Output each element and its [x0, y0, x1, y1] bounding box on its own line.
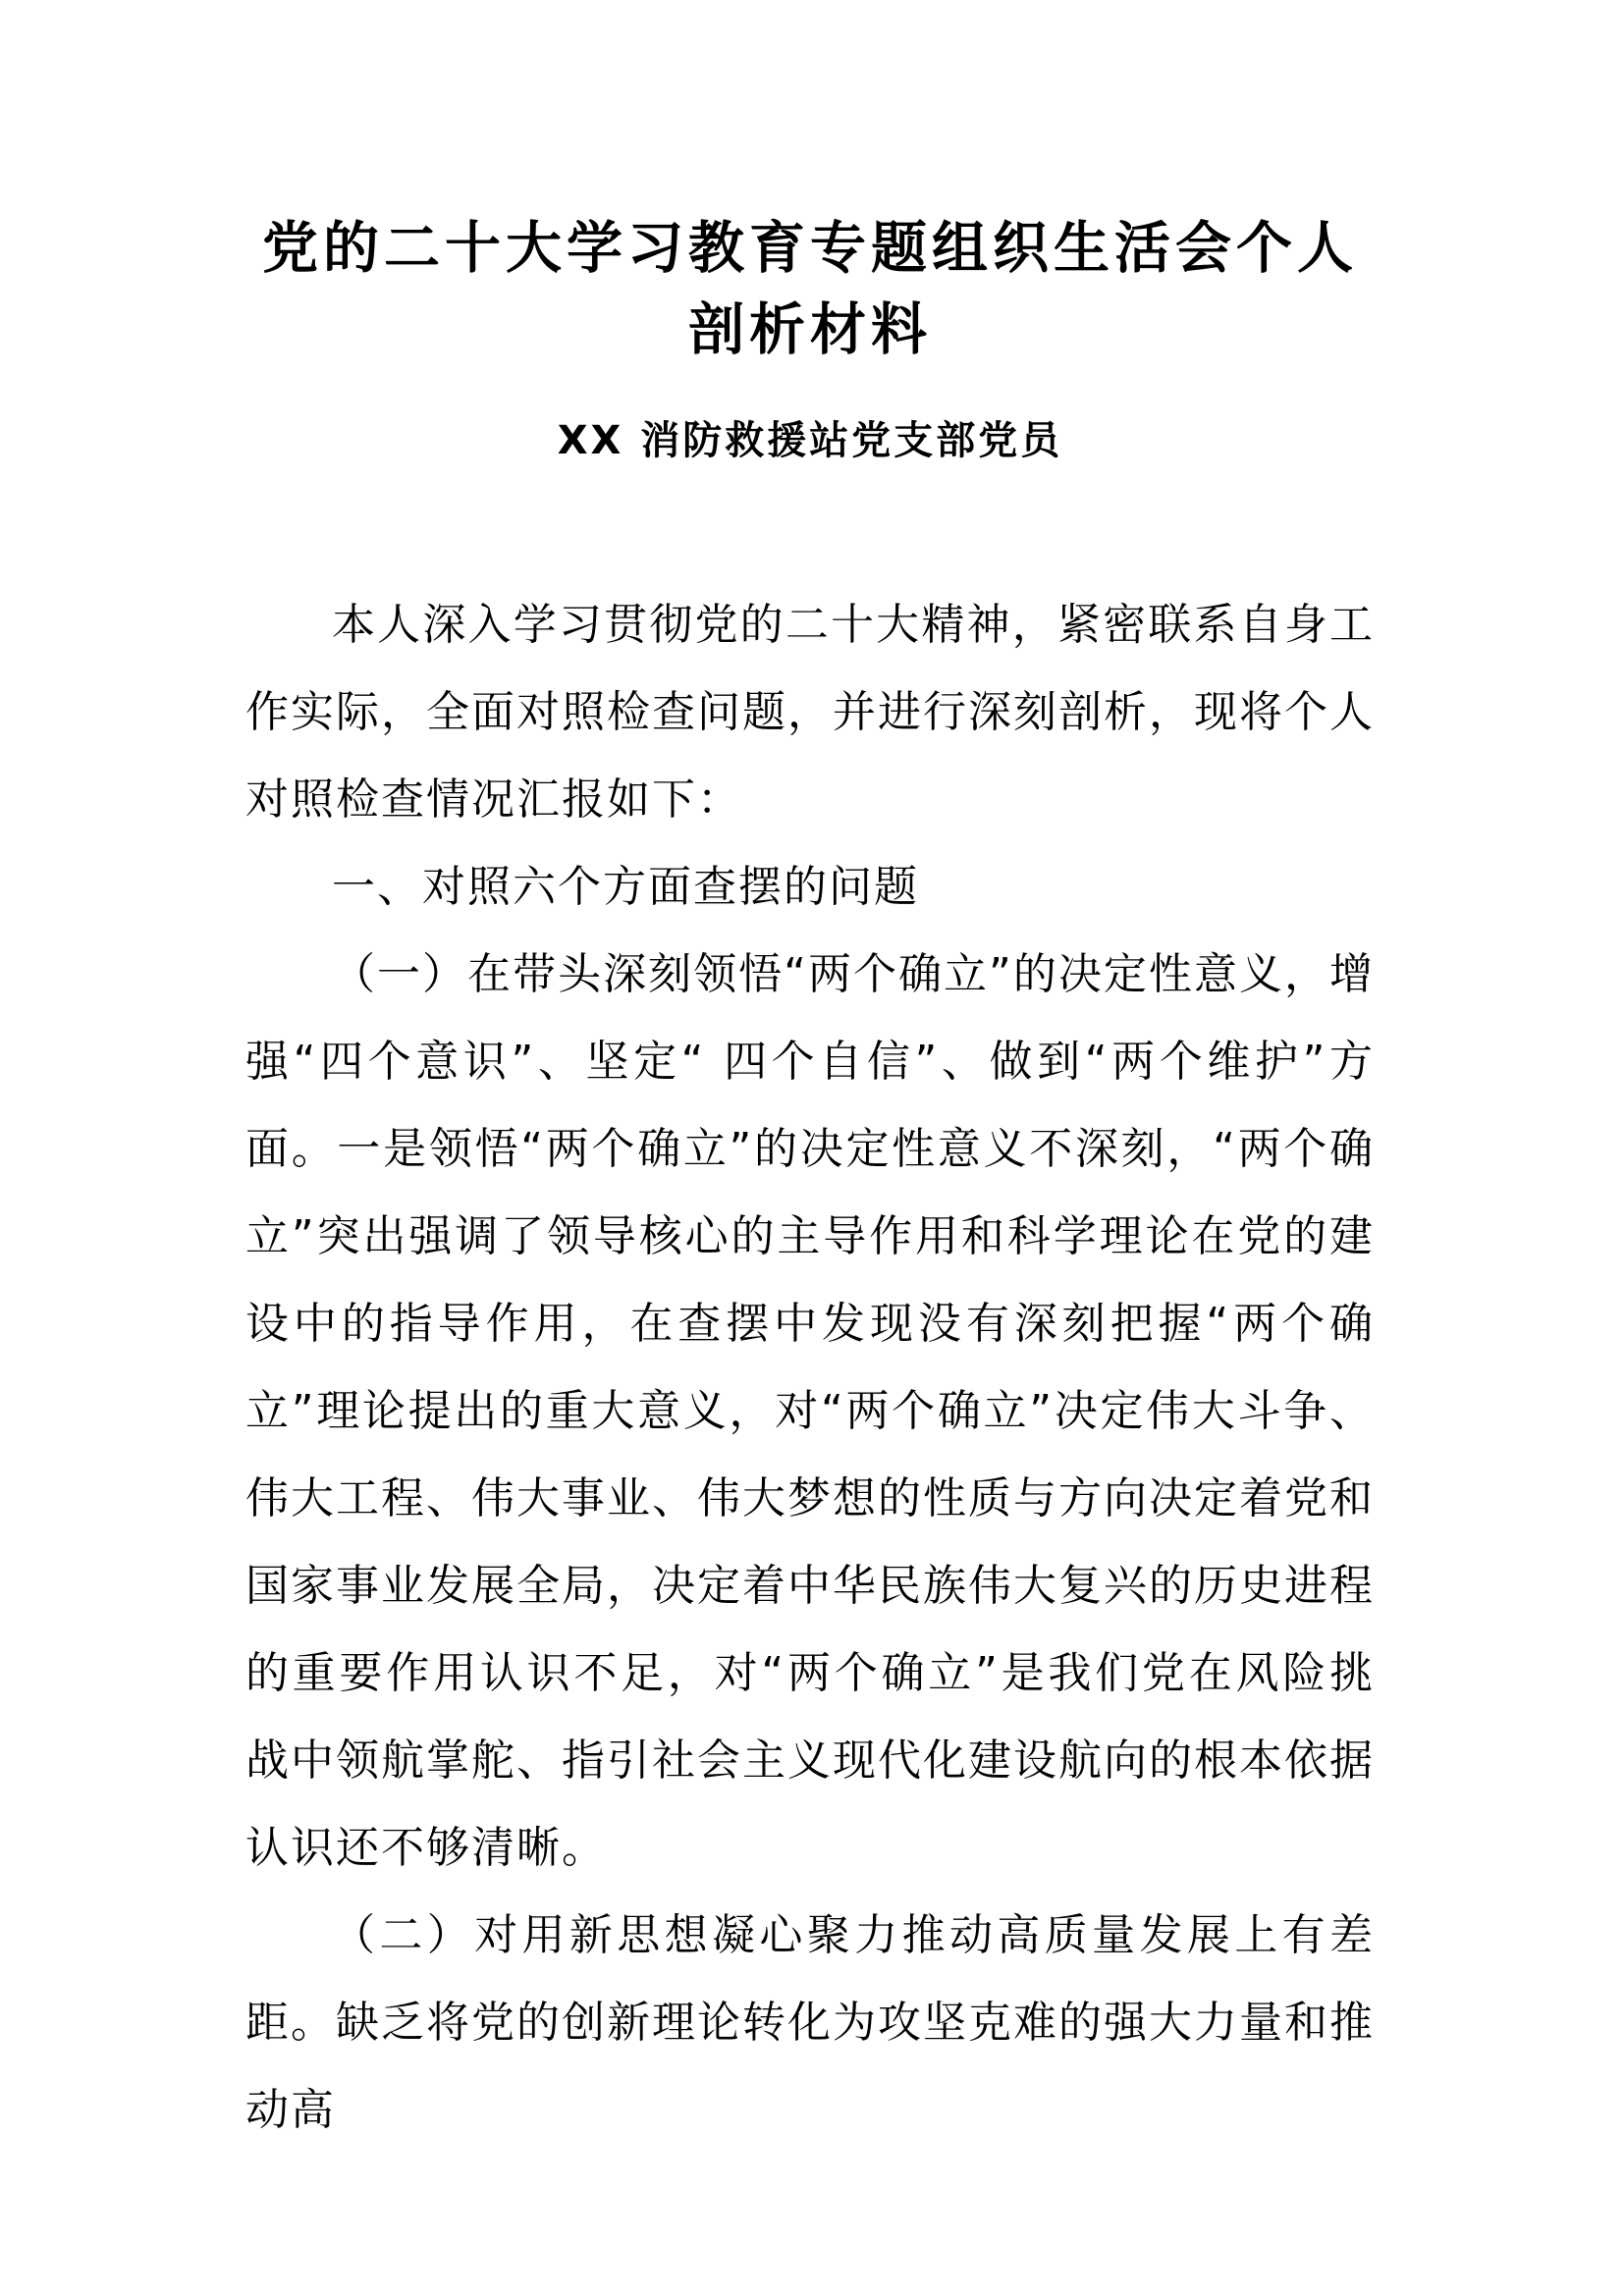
section-heading: 一、对照六个方面查摆的问题: [332, 862, 919, 912]
document-title-line-1: 党的二十大学习教育专题组织生活会个人: [262, 216, 1358, 281]
body-paragraph-intro: 本人深入学习贯彻党的二十大精神，紧密联系自身工作实际，全面对照检查问题，并进行深刻剖析，现将个人对照检查情况汇报如下：: [245, 600, 1375, 825]
document-content: [245, 0, 1375, 2154]
document-title-line-2: 剖析材料: [688, 297, 932, 362]
body-paragraph-item-2: （二）对用新思想凝心聚力推动高质量发展上有差距。缺乏将党的创新理论转化为攻坚克难的强大力量和推动高: [245, 1910, 1375, 2135]
document-title: [245, 208, 1375, 371]
document-subtitle: XX 消防救援站党支部党员: [557, 418, 1063, 463]
document-body: [245, 581, 1375, 2154]
body-paragraph-item-1: （一）在带头深刻领悟“两个确立”的决定性意义，增强“四个意识”、坚定“ 四个自信”、做到“两个维护”方面。一是领悟“两个确立”的决定性意义不深刻，“两个确立”突出强调了领导核心的主导作用和科学理论在党的建设中的指导作用，在查摆中发现没有深刻把握“两个确立”理论提出的重大意义，对“两个确立”决定伟大斗争、伟大工程、伟大事业、伟大梦想的性质与方向决定着党和国家事业发展全局，决定着中华民族伟大复兴的历史进程的重要作用认识不足，对“两个确立”是我们党在风险挑战中领航掌舵、指引社会主义现代化建设航向的根本依据认识还不够清晰。: [245, 949, 1375, 1873]
